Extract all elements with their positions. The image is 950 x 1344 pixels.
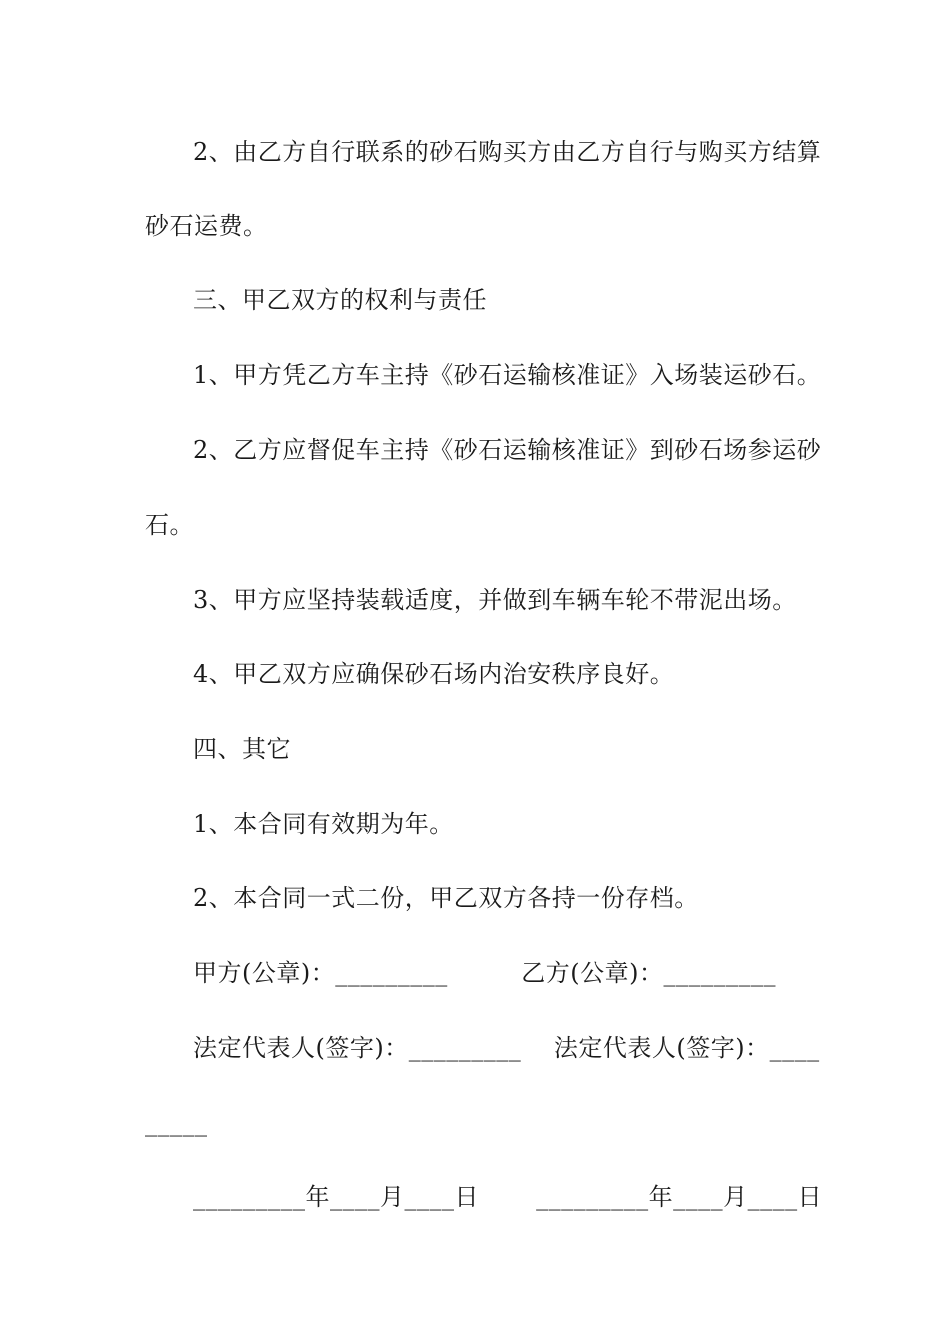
section-3-clause-2-line-1: 2、乙方应督促车主持《砂石运输核准证》到砂石场参运砂 — [193, 436, 822, 464]
signature-line: 法定代表人(签字)：_________ 法定代表人(签字)：____ — [193, 1034, 820, 1062]
section-3-clause-3: 3、甲方应坚持装载适度，并做到车辆车轮不带泥出场。 — [193, 586, 797, 614]
date-line: _________年____月____日 _________年____月____日 — [193, 1183, 823, 1211]
seal-line: 甲方(公章)：_________ 乙方(公章)：_________ — [193, 959, 776, 987]
section-4-clause-2: 2、本合同一式二份，甲乙双方各持一份存档。 — [193, 884, 699, 912]
section-3-clause-2-line-2: 石。 — [145, 511, 194, 539]
clause-2-line-2: 砂石运费。 — [145, 212, 268, 240]
section-3-clause-4: 4、甲乙双方应确保砂石场内治安秩序良好。 — [193, 660, 675, 688]
section-3-clause-1: 1、甲方凭乙方车主持《砂石运输核准证》入场装运砂石。 — [193, 361, 822, 389]
section-4-clause-1: 1、本合同有效期为年。 — [193, 810, 454, 838]
clause-2-line-1: 2、由乙方自行联系的砂石购买方由乙方自行与购买方结算 — [193, 138, 822, 166]
section-3-heading: 三、甲乙双方的权利与责任 — [193, 286, 487, 314]
signature-line-continuation: _____ — [145, 1109, 208, 1137]
section-4-heading: 四、其它 — [193, 735, 291, 763]
